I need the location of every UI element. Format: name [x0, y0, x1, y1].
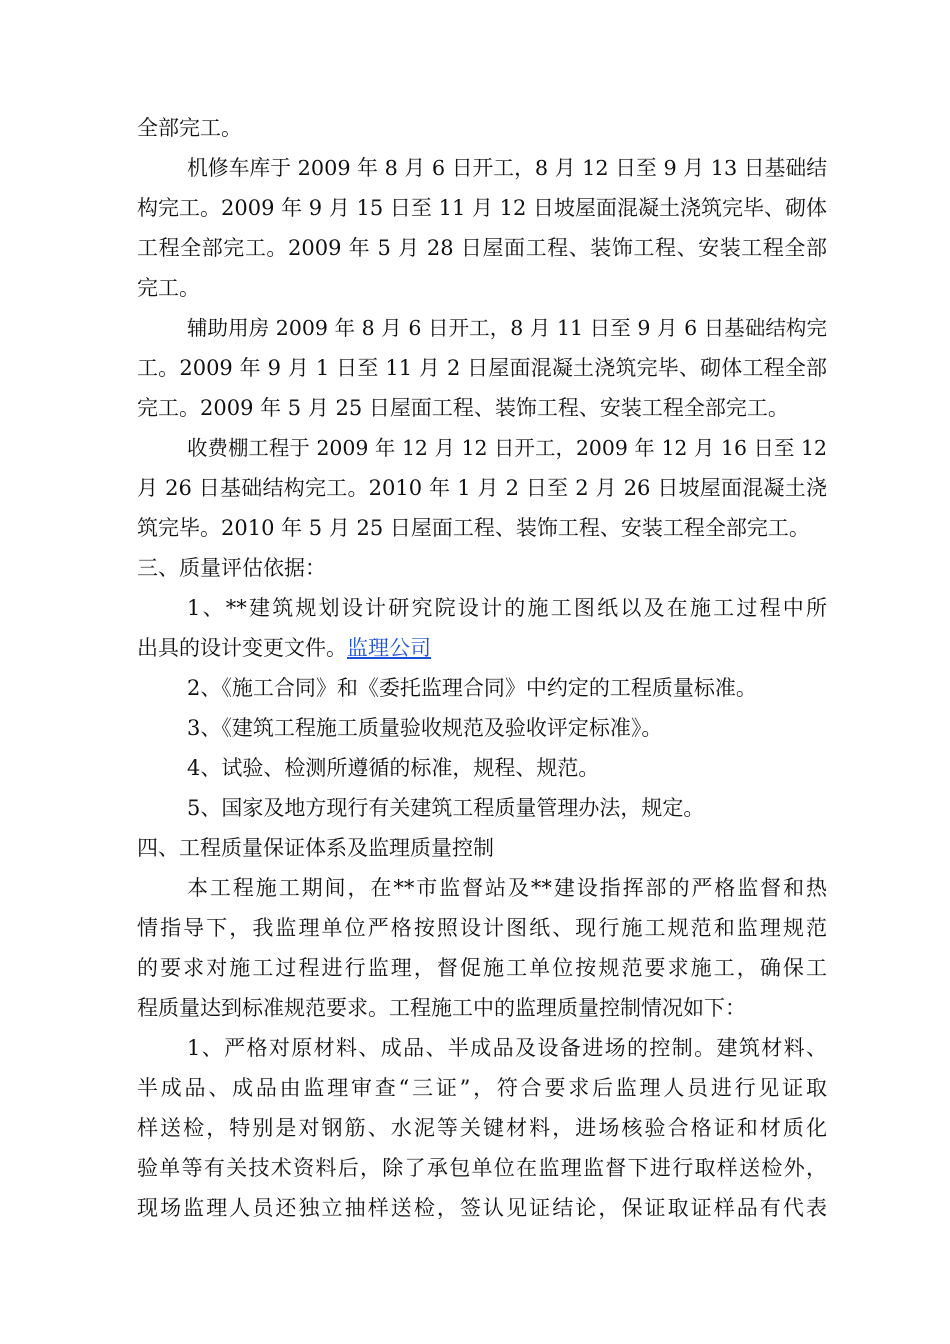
list-item: 4、试验、检测所遵循的标准，规程、规范。	[187, 756, 600, 780]
text-line: 情指导下，我监理单位严格按照设计图纸、现行施工规范和监理规范	[137, 916, 827, 940]
text-segment: 出具的设计变更文件。	[137, 636, 347, 660]
document-body	[137, 108, 827, 1228]
paragraph-line: 机修车库于 2009 年 8 月 6 日开工，8 月 12 日至 9 月 13 日基础结	[187, 156, 827, 180]
text-line: 全部完工。	[137, 116, 242, 140]
section-heading: 三、质量评估依据：	[137, 556, 326, 580]
text-line: 完工。2009 年 5 月 25 日屋面工程、装饰工程、安装工程全部完工。	[137, 396, 789, 420]
list-item: 2、《施工合同》和《委托监理合同》中约定的工程质量标准。	[187, 676, 757, 700]
text-line: 筑完毕。2010 年 5 月 25 日屋面工程、装饰工程、安装工程全部完工。	[137, 516, 810, 540]
list-item: 1、**建筑规划设计研究院设计的施工图纸以及在施工过程中所	[187, 596, 827, 620]
paragraph-line: 1、严格对原材料、成品、半成品及设备进场的控制。建筑材料、	[187, 1036, 827, 1060]
list-item: 3、《建筑工程施工质量验收规范及验收评定标准》。	[187, 716, 663, 740]
text-line: 完工。	[137, 276, 200, 300]
text-line: 样送检，特别是对钢筋、水泥等关键材料，进场核验合格证和材质化	[137, 1116, 827, 1140]
text-line: 程质量达到标准规范要求。工程施工中的监理质量控制情况如下：	[137, 996, 746, 1020]
paragraph-line: 本工程施工期间，在**市监督站及**建设指挥部的严格监督和热	[187, 876, 827, 900]
text-line: 构完工。2009 年 9 月 15 日至 11 月 12 日坡屋面混凝土浇筑完毕、砌体	[137, 196, 828, 220]
section-heading: 四、工程质量保证体系及监理质量控制	[137, 836, 494, 860]
text-line: 工程全部完工。2009 年 5 月 28 日屋面工程、装饰工程、安装工程全部	[137, 236, 827, 260]
list-item: 5、国家及地方现行有关建筑工程质量管理办法，规定。	[187, 796, 705, 820]
text-line: 的要求对施工过程进行监理，督促施工单位按规范要求施工，确保工	[137, 956, 827, 980]
company-link[interactable]: 监理公司	[347, 636, 431, 660]
text-line: 工。2009 年 9 月 1 日至 11 月 2 日屋面混凝土浇筑完毕、砌体工程全部	[137, 356, 827, 380]
paragraph-line: 辅助用房 2009 年 8 月 6 日开工，8 月 11 日至 9 月 6 日基础结构完	[187, 316, 827, 340]
text-line: 验单等有关技术资料后，除了承包单位在监理监督下进行取样送检外，	[137, 1156, 827, 1180]
text-line: 月 26 日基础结构完工。2010 年 1 月 2 日至 2 月 26 日坡屋面混凝土浇	[137, 476, 827, 500]
paragraph-line: 收费棚工程于 2009 年 12 月 12 日开工，2009 年 12 月 16 日至 12	[187, 436, 827, 460]
text-line: 半成品、成品由监理审查“三证”，符合要求后监理人员进行见证取	[137, 1076, 827, 1100]
text-line: 现场监理人员还独立抽样送检，签认见证结论，保证取证样品有代表	[137, 1196, 827, 1220]
text-line-with-link	[137, 628, 827, 668]
